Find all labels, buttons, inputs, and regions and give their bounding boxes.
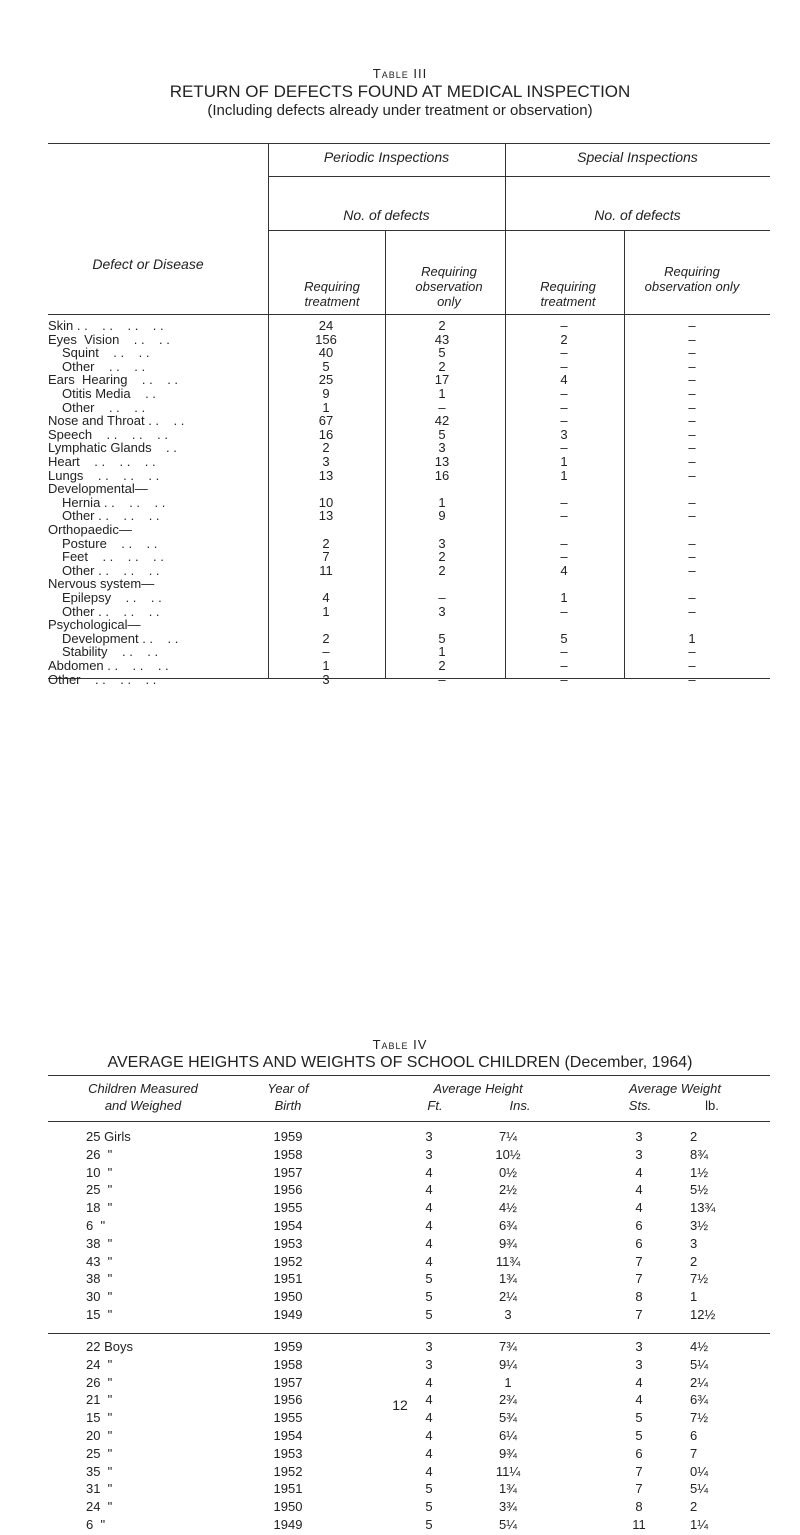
periodic-treatment-value: 3 bbox=[322, 454, 330, 469]
periodic-observation-value: 13 bbox=[434, 454, 450, 469]
special-treatment-value: – bbox=[560, 494, 568, 510]
periodic-treatment-value: 2 bbox=[322, 535, 330, 551]
children-count: 20 " bbox=[86, 1428, 113, 1443]
children-count: 26 " bbox=[86, 1146, 113, 1162]
height-ft: 4 bbox=[425, 1253, 433, 1269]
weight-lb: 12½ bbox=[690, 1307, 716, 1322]
defect-label: Other . . . . bbox=[62, 399, 146, 415]
defect-label: Heart . . . . . . bbox=[48, 454, 156, 469]
periodic-observation-value: 43 bbox=[434, 331, 450, 347]
children-count: 24 " bbox=[86, 1356, 113, 1372]
birth-year: 1953 bbox=[273, 1235, 303, 1251]
weight-sts: 8 bbox=[635, 1289, 643, 1305]
periodic-treatment-value: 2 bbox=[322, 440, 330, 456]
special-observation-value: – bbox=[688, 413, 696, 429]
weight-sts: 5 bbox=[635, 1428, 643, 1443]
header-periodic-no-defects: No. of defects bbox=[343, 207, 430, 223]
periodic-treatment-value: 4 bbox=[322, 590, 330, 605]
weight-lb: 3½ bbox=[690, 1218, 709, 1233]
defect-label: Nose and Throat . . . . bbox=[48, 413, 185, 429]
periodic-treatment-value: 1 bbox=[322, 603, 330, 619]
special-observation-value: – bbox=[688, 399, 696, 415]
birth-year: 1951 bbox=[273, 1271, 303, 1287]
weight-lb: 6¾ bbox=[690, 1392, 709, 1408]
periodic-treatment-value: 5 bbox=[322, 358, 330, 374]
children-count: 18 " bbox=[86, 1200, 113, 1216]
height-ins: 9¾ bbox=[498, 1235, 518, 1251]
weight-sts: 3 bbox=[635, 1146, 643, 1162]
children-count: 15 " bbox=[86, 1410, 113, 1426]
header-children bbox=[68, 1080, 218, 1114]
periodic-treatment-value: 16 bbox=[318, 426, 334, 442]
table4-header-rule bbox=[48, 1121, 770, 1122]
defect-label: Orthopaedic— bbox=[48, 522, 132, 537]
birth-year: 1958 bbox=[273, 1356, 303, 1372]
height-ins: 2¼ bbox=[498, 1289, 518, 1305]
table4-mid-rule bbox=[48, 1333, 770, 1334]
periodic-observation-value: 3 bbox=[438, 603, 446, 619]
periodic-observation-value: 2 bbox=[438, 562, 446, 578]
table3-subtitle: (Including defects already under treatment or observation) bbox=[207, 102, 593, 119]
weight-lb: 1¼ bbox=[690, 1517, 709, 1532]
height-ins: 6¼ bbox=[498, 1428, 518, 1443]
weight-sts: 4 bbox=[635, 1182, 643, 1198]
height-ins: 7¾ bbox=[498, 1339, 518, 1354]
header-year-line2: Birth bbox=[274, 1098, 302, 1113]
weight-sts: 6 bbox=[635, 1235, 643, 1251]
special-treatment-value: – bbox=[560, 535, 568, 551]
table4-label: Table IV bbox=[372, 1037, 428, 1052]
periodic-observation-value: 2 bbox=[438, 658, 446, 673]
header-ins: Ins. bbox=[509, 1098, 531, 1113]
height-ft: 5 bbox=[425, 1271, 433, 1287]
height-ins: 10½ bbox=[495, 1146, 521, 1162]
children-count: 38 " bbox=[86, 1271, 113, 1287]
defect-label: Squint . . . . bbox=[62, 345, 150, 361]
header-special-no-defects: No. of defects bbox=[594, 207, 681, 223]
children-count: 38 " bbox=[86, 1235, 113, 1251]
birth-year: 1956 bbox=[273, 1182, 303, 1198]
weight-sts: 7 bbox=[635, 1463, 643, 1479]
defect-label: Nervous system— bbox=[48, 576, 155, 592]
height-ft: 4 bbox=[425, 1463, 433, 1479]
children-count: 31 " bbox=[86, 1481, 113, 1497]
defect-label: Developmental— bbox=[48, 481, 148, 497]
header-special: Special Inspections bbox=[577, 149, 698, 165]
height-ft: 4 bbox=[425, 1218, 433, 1233]
children-count: 24 " bbox=[86, 1499, 113, 1515]
weight-lb: 2¼ bbox=[690, 1374, 709, 1390]
height-ins: 9¾ bbox=[498, 1445, 518, 1461]
height-ins: 0½ bbox=[498, 1164, 518, 1180]
height-ft: 4 bbox=[425, 1410, 433, 1426]
weight-sts: 3 bbox=[635, 1356, 643, 1372]
header-ft: Ft. bbox=[427, 1098, 443, 1113]
header-periodic: Periodic Inspections bbox=[323, 149, 450, 165]
height-ft: 5 bbox=[425, 1499, 433, 1515]
birth-year: 1950 bbox=[273, 1289, 303, 1305]
defect-label: Abdomen . . . . . . bbox=[48, 658, 169, 673]
special-observation-value: – bbox=[688, 467, 696, 483]
header-weight: Average Weight bbox=[628, 1081, 722, 1096]
special-treatment-value: – bbox=[560, 658, 568, 673]
special-observation-value: – bbox=[688, 590, 696, 605]
height-ft: 4 bbox=[425, 1392, 433, 1408]
weight-sts: 8 bbox=[635, 1499, 643, 1515]
defect-label: Other . . . . bbox=[62, 358, 146, 374]
header-special-treatment: Requiring treatment bbox=[540, 279, 596, 309]
weight-lb: 7½ bbox=[690, 1410, 709, 1426]
height-ft: 4 bbox=[425, 1164, 433, 1180]
table4-title: AVERAGE HEIGHTS AND WEIGHTS OF SCHOOL CHILDREN (December, 1964) bbox=[107, 1054, 693, 1071]
height-ft: 4 bbox=[425, 1182, 433, 1198]
periodic-treatment-value: 1 bbox=[322, 399, 330, 415]
header-periodic-observation: Requiring observation only bbox=[415, 264, 483, 309]
height-ft: 4 bbox=[425, 1445, 433, 1461]
children-count: 43 " bbox=[86, 1253, 113, 1269]
children-count: 30 " bbox=[86, 1289, 113, 1305]
periodic-treatment-value: 13 bbox=[318, 467, 334, 483]
special-observation-value: – bbox=[688, 454, 696, 469]
special-observation-value: – bbox=[688, 508, 696, 524]
height-ins: 3 bbox=[504, 1307, 512, 1322]
weight-lb: 2 bbox=[690, 1253, 698, 1269]
weight-lb: 13¾ bbox=[690, 1200, 716, 1216]
birth-year: 1955 bbox=[273, 1410, 303, 1426]
height-ins: 1 bbox=[504, 1374, 512, 1390]
weight-sts: 6 bbox=[635, 1445, 643, 1461]
special-treatment-value: – bbox=[560, 549, 568, 565]
weight-lb: 2 bbox=[690, 1129, 698, 1144]
header-year-line1: Year of bbox=[267, 1081, 309, 1096]
children-count: 22 Boys bbox=[86, 1339, 133, 1354]
periodic-observation-value: – bbox=[438, 671, 446, 687]
height-ins: 11¼ bbox=[495, 1463, 521, 1479]
special-treatment-value: – bbox=[560, 671, 568, 687]
special-treatment-value: 4 bbox=[560, 562, 568, 578]
defect-label: Lymphatic Glands . . bbox=[48, 440, 177, 456]
weight-lb: 2 bbox=[690, 1499, 698, 1515]
periodic-treatment-value: 67 bbox=[318, 413, 334, 429]
weight-sts: 4 bbox=[635, 1164, 643, 1180]
special-treatment-value: 2 bbox=[560, 331, 568, 347]
defect-label: Psychological— bbox=[48, 617, 141, 633]
weight-sts: 3 bbox=[635, 1129, 643, 1144]
height-ft: 3 bbox=[425, 1129, 433, 1144]
weight-lb: 7 bbox=[690, 1445, 698, 1461]
special-observation-value: – bbox=[688, 494, 696, 510]
periodic-observation-value: 1 bbox=[438, 386, 446, 401]
periodic-treatment-value: 24 bbox=[318, 318, 334, 333]
special-observation-value: – bbox=[688, 426, 696, 442]
special-observation-value: 1 bbox=[688, 630, 696, 646]
defect-label: Other . . . . . . bbox=[48, 671, 157, 687]
birth-year: 1954 bbox=[273, 1428, 303, 1443]
height-ft: 3 bbox=[425, 1146, 433, 1162]
weight-lb: 1½ bbox=[690, 1164, 709, 1180]
defect-label: Epilepsy . . . . bbox=[62, 590, 162, 605]
header-children-line1: Children Measured bbox=[88, 1081, 198, 1096]
periodic-observation-value: 2 bbox=[438, 549, 446, 565]
table3-label: Table III bbox=[372, 66, 428, 81]
special-treatment-value: 5 bbox=[560, 630, 568, 646]
defect-label: Posture . . . . bbox=[62, 535, 158, 551]
periodic-treatment-value: 2 bbox=[322, 630, 330, 646]
special-treatment-value: – bbox=[560, 413, 568, 429]
height-ins: 11¾ bbox=[495, 1253, 521, 1269]
height-ins: 4½ bbox=[498, 1200, 518, 1216]
weight-sts: 5 bbox=[635, 1410, 643, 1426]
special-treatment-value: 1 bbox=[560, 590, 568, 605]
children-count: 6 " bbox=[86, 1218, 106, 1233]
birth-year: 1953 bbox=[273, 1445, 303, 1461]
header-periodic-treatment: Requiring treatment bbox=[304, 279, 360, 309]
height-ins: 2½ bbox=[498, 1182, 518, 1198]
periodic-observation-value: 2 bbox=[438, 318, 446, 333]
weight-sts: 4 bbox=[635, 1392, 643, 1408]
weight-sts: 11 bbox=[632, 1517, 646, 1532]
birth-year: 1958 bbox=[273, 1146, 303, 1162]
height-ins: 6¾ bbox=[498, 1218, 518, 1233]
weight-lb: 0¼ bbox=[690, 1463, 709, 1479]
special-treatment-value: – bbox=[560, 318, 568, 333]
height-ins: 7¼ bbox=[498, 1129, 518, 1144]
defect-label: Stability . . . . bbox=[62, 644, 159, 660]
birth-year: 1950 bbox=[273, 1499, 303, 1515]
special-observation-value: – bbox=[688, 440, 696, 456]
weight-sts: 7 bbox=[635, 1271, 643, 1287]
height-ins: 1¾ bbox=[498, 1481, 518, 1497]
children-count: 25 " bbox=[86, 1445, 113, 1461]
special-treatment-value: 1 bbox=[560, 467, 568, 483]
header-lb: lb. bbox=[705, 1098, 719, 1113]
birth-year: 1951 bbox=[273, 1481, 303, 1497]
defect-label: Lungs . . . . . . bbox=[48, 467, 160, 483]
weight-sts: 4 bbox=[635, 1200, 643, 1216]
special-treatment-value: – bbox=[560, 644, 568, 660]
weight-lb: 3 bbox=[690, 1235, 698, 1251]
defect-label: Ears Hearing . . . . bbox=[48, 372, 179, 388]
birth-year: 1959 bbox=[273, 1339, 303, 1354]
weight-lb: 6 bbox=[690, 1428, 698, 1443]
special-treatment-value: 1 bbox=[560, 454, 568, 469]
special-observation-value: – bbox=[688, 372, 696, 388]
height-ins: 2¾ bbox=[498, 1392, 518, 1408]
periodic-observation-value: 5 bbox=[438, 630, 446, 646]
birth-year: 1949 bbox=[273, 1517, 303, 1532]
special-treatment-value: – bbox=[560, 386, 568, 401]
height-ins: 1¾ bbox=[498, 1271, 518, 1287]
defect-label: Hernia . . . . . . bbox=[62, 494, 166, 510]
periodic-treatment-value: 156 bbox=[315, 331, 337, 347]
periodic-treatment-value: 1 bbox=[322, 658, 330, 673]
birth-year: 1956 bbox=[273, 1392, 303, 1408]
defect-label: Otitis Media . . bbox=[62, 386, 156, 401]
defect-label: Skin . . . . . . . . bbox=[48, 318, 164, 333]
children-count: 21 " bbox=[86, 1392, 113, 1408]
birth-year: 1959 bbox=[273, 1129, 303, 1144]
height-ft: 4 bbox=[425, 1428, 433, 1443]
children-count: 25 " bbox=[86, 1182, 113, 1198]
periodic-treatment-value: 7 bbox=[322, 549, 330, 565]
special-treatment-value: – bbox=[560, 508, 568, 524]
height-ft: 5 bbox=[425, 1481, 433, 1497]
weight-sts: 4 bbox=[635, 1374, 643, 1390]
weight-lb: 8¾ bbox=[690, 1146, 709, 1162]
periodic-observation-value: 1 bbox=[438, 494, 446, 510]
birth-year: 1952 bbox=[273, 1463, 303, 1479]
weight-lb: 5¼ bbox=[690, 1481, 709, 1497]
special-observation-value: – bbox=[688, 386, 696, 401]
birth-year: 1949 bbox=[273, 1307, 303, 1322]
special-observation-value: – bbox=[688, 331, 696, 347]
periodic-treatment-value: 25 bbox=[318, 372, 334, 388]
periodic-observation-value: – bbox=[438, 590, 446, 605]
height-ft: 3 bbox=[425, 1356, 433, 1372]
birth-year: 1954 bbox=[273, 1218, 303, 1233]
children-count: 35 " bbox=[86, 1463, 113, 1479]
header-height bbox=[398, 1080, 558, 1097]
periodic-treatment-value: 10 bbox=[318, 494, 334, 510]
special-treatment-value: – bbox=[560, 440, 568, 456]
birth-year: 1957 bbox=[273, 1164, 303, 1180]
periodic-observation-value: 9 bbox=[438, 508, 446, 524]
page-number: 12 bbox=[392, 1397, 408, 1413]
defect-label: Feet . . . . . . bbox=[62, 549, 164, 565]
periodic-treatment-value: 3 bbox=[322, 671, 330, 687]
special-treatment-value: 3 bbox=[560, 426, 568, 442]
special-observation-value: – bbox=[688, 671, 696, 687]
periodic-treatment-value: 40 bbox=[318, 345, 334, 361]
children-count: 10 " bbox=[86, 1164, 113, 1180]
special-observation-value: – bbox=[688, 658, 696, 673]
special-treatment-value: – bbox=[560, 345, 568, 361]
periodic-observation-value: – bbox=[438, 399, 446, 415]
special-observation-value: – bbox=[688, 345, 696, 361]
periodic-treatment-value: – bbox=[322, 644, 330, 660]
special-observation-value: – bbox=[688, 535, 696, 551]
periodic-observation-value: 3 bbox=[438, 440, 446, 456]
special-observation-value: – bbox=[688, 549, 696, 565]
weight-sts: 7 bbox=[635, 1307, 643, 1322]
weight-lb: 7½ bbox=[690, 1271, 709, 1287]
defect-label: Eyes Vision . . . . bbox=[48, 331, 170, 347]
special-treatment-value: – bbox=[560, 358, 568, 374]
height-ft: 3 bbox=[425, 1339, 433, 1354]
weight-sts: 7 bbox=[635, 1253, 643, 1269]
header-sts: Sts. bbox=[628, 1098, 652, 1113]
periodic-observation-value: 16 bbox=[434, 467, 450, 483]
header-height-line1: Average Height bbox=[433, 1081, 523, 1096]
defect-label: Other . . . . . . bbox=[62, 603, 160, 619]
periodic-observation-value: 2 bbox=[438, 358, 446, 374]
periodic-observation-value: 5 bbox=[438, 426, 446, 442]
weight-lb: 5¼ bbox=[690, 1356, 709, 1372]
special-observation-value: – bbox=[688, 358, 696, 374]
defect-label: Development . . . . bbox=[62, 630, 179, 646]
periodic-observation-value: 17 bbox=[434, 372, 450, 388]
header-year bbox=[248, 1080, 328, 1114]
header-defect-disease: Defect or Disease bbox=[92, 256, 204, 272]
periodic-treatment-value: 9 bbox=[322, 386, 330, 401]
height-ft: 5 bbox=[425, 1289, 433, 1305]
defect-label: Other . . . . . . bbox=[62, 508, 160, 524]
defect-label: Other . . . . . . bbox=[62, 562, 160, 578]
periodic-treatment-value: 11 bbox=[319, 562, 333, 578]
birth-year: 1955 bbox=[273, 1200, 303, 1216]
periodic-observation-value: 1 bbox=[438, 644, 446, 660]
height-ins: 3¾ bbox=[498, 1499, 518, 1515]
weight-lb: 5½ bbox=[690, 1182, 709, 1198]
height-ins: 5¾ bbox=[498, 1410, 518, 1426]
birth-year: 1957 bbox=[273, 1374, 303, 1390]
special-observation-value: – bbox=[688, 562, 696, 578]
periodic-observation-value: 3 bbox=[438, 535, 446, 551]
height-ins: 5¼ bbox=[498, 1517, 518, 1532]
children-count: 15 " bbox=[86, 1307, 113, 1322]
header-children-line2: and Weighed bbox=[104, 1098, 182, 1113]
special-observation-value: – bbox=[688, 603, 696, 619]
birth-year: 1952 bbox=[273, 1253, 303, 1269]
weight-sts: 3 bbox=[635, 1339, 643, 1354]
defect-label: Speech . . . . . . bbox=[48, 426, 168, 442]
special-treatment-value: – bbox=[560, 603, 568, 619]
special-treatment-value: – bbox=[560, 399, 568, 415]
height-ins: 9¼ bbox=[498, 1356, 518, 1372]
children-count: 26 " bbox=[86, 1374, 113, 1390]
periodic-observation-value: 42 bbox=[434, 413, 450, 429]
children-count: 6 " bbox=[86, 1517, 106, 1532]
children-count: 25 Girls bbox=[86, 1129, 131, 1144]
table4-top-rule bbox=[48, 1075, 770, 1076]
special-observation-value: – bbox=[688, 318, 696, 333]
special-treatment-value: 4 bbox=[560, 372, 568, 388]
weight-lb: 4½ bbox=[690, 1339, 709, 1354]
height-ft: 4 bbox=[425, 1374, 433, 1390]
weight-sts: 6 bbox=[635, 1218, 643, 1233]
periodic-observation-value: 5 bbox=[438, 345, 446, 361]
special-observation-value: – bbox=[688, 644, 696, 660]
height-ft: 5 bbox=[425, 1517, 433, 1532]
height-ft: 5 bbox=[425, 1307, 433, 1322]
header-special-observation: Requiring observation only bbox=[644, 264, 740, 294]
height-ft: 4 bbox=[425, 1200, 433, 1216]
periodic-treatment-value: 13 bbox=[318, 508, 334, 524]
height-ft: 4 bbox=[425, 1235, 433, 1251]
weight-lb: 1 bbox=[690, 1289, 698, 1305]
table3-title: RETURN OF DEFECTS FOUND AT MEDICAL INSPECTION bbox=[169, 82, 631, 101]
weight-sts: 7 bbox=[635, 1481, 643, 1497]
